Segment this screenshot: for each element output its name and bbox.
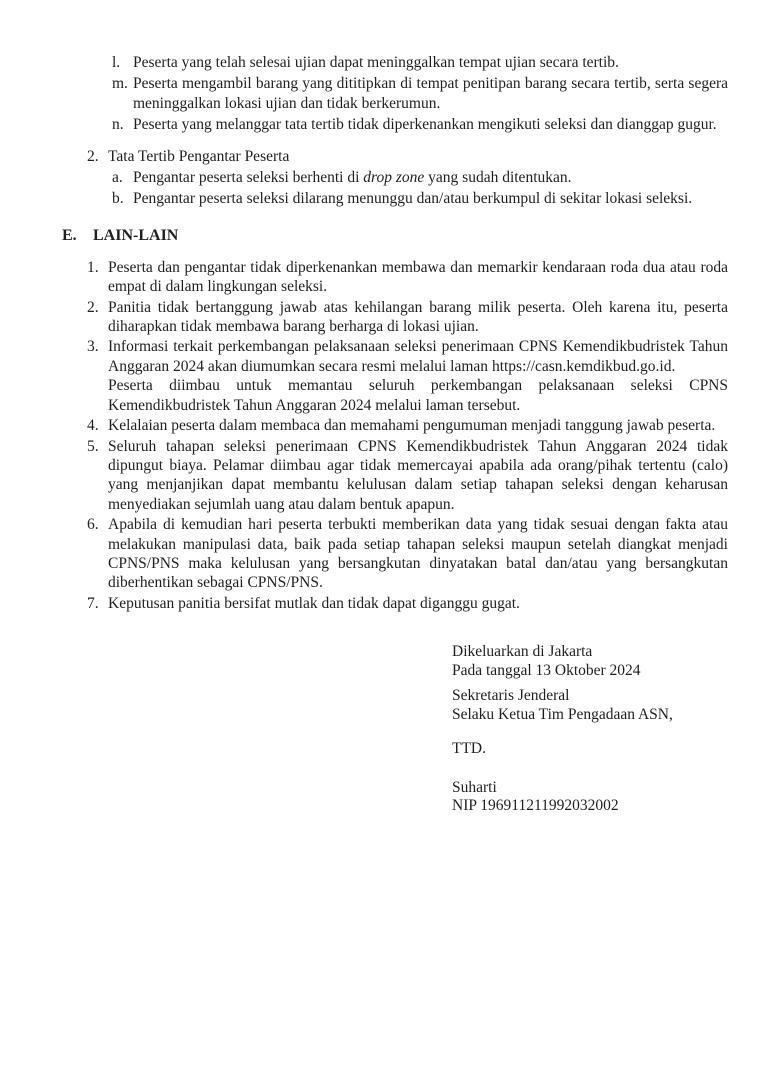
list-item-marker: n. — [112, 116, 124, 134]
list-item-marker: 7. — [87, 594, 99, 612]
list-item-marker: 1. — [87, 258, 99, 276]
list-item-text: Kelalaian peserta dalam membaca dan memahami pengumuman menjadi tanggung jawab peserta. — [108, 417, 716, 435]
signature-place: Dikeluarkan di Jakarta — [452, 643, 593, 661]
list-item — [87, 298, 728, 337]
list-item-marker: b. — [112, 190, 124, 208]
list-item-text: Pengantar peserta seleksi dilarang menunggu dan/atau berkumpul di sekitar lokasi seleksi. — [133, 190, 693, 208]
list-item-text-post: yang sudah ditentukan. — [424, 169, 572, 187]
list-item-marker: 6. — [87, 516, 99, 534]
drop-zone-italic: drop zone — [363, 169, 425, 187]
list-item-text: Keputusan panitia bersifat mutlak dan tidak dapat diganggu gugat. — [108, 594, 520, 612]
signature-title1: Sekretaris Jenderal — [452, 687, 570, 705]
list-item — [87, 437, 728, 515]
list-item-text: Seluruh tahapan seleksi penerimaan CPNS Kemendikbudristek Tahun Anggaran 2024 tidak dipungut biaya. Pelamar diimbau agar tidak memercayai apabila ada orang/pihak tertentu (calo) yang menjanjikan dapat membantu kelulusan dalam setiap tahapan seleksi dengan keharusan menyediakan sejumlah uang atau dalam bentuk apapun. — [108, 437, 728, 513]
tata-tertib-peserta-list — [112, 53, 728, 135]
tata-tertib-pengantar-list — [112, 168, 728, 209]
section2-title: Tata Tertib Pengantar Peserta — [108, 147, 290, 165]
list-item-text: Panitia tidak bertanggung jawab atas kehilangan barang milik peserta. Oleh karena itu, peserta diharapkan tidak membawa barang berharga di lokasi ujian. — [108, 298, 728, 336]
list-item-marker: m. — [112, 75, 128, 93]
list-item — [87, 258, 728, 297]
list-item — [112, 168, 728, 187]
list-item-text-pre: Pengantar peserta seleksi berhenti di — [133, 169, 364, 187]
signature-ttd: TTD. — [452, 740, 487, 758]
list-item-marker: a. — [112, 169, 123, 187]
signature-block — [452, 643, 768, 816]
signature-titles — [452, 687, 768, 724]
list-item-marker: 3. — [87, 338, 99, 356]
signature-name-nip — [452, 779, 768, 816]
list-item-marker: 2. — [87, 298, 99, 316]
item3-text: Informasi terkait perkembangan pelaksanaan seleksi penerimaan CPNS Kemendikbudristek Tahun Anggaran 2024 akan diumumkan secara resmi melalui laman — [108, 338, 728, 375]
section-e-marker: E. — [62, 226, 77, 244]
signature-title2: Selaku Ketua Tim Pengadaan ASN, — [452, 705, 673, 723]
list-item-marker: 5. — [87, 437, 99, 455]
casn-url-text: https://casn.kemdikbud.go.id. — [491, 357, 676, 375]
section2-title-row — [87, 147, 728, 166]
list-item — [87, 337, 728, 415]
list-item-text: Peserta dan pengantar tidak diperkenankan membawa dan memarkir kendaraan roda dua atau roda empat di dalam lingkungan seleksi. — [108, 258, 728, 296]
list-item — [112, 53, 728, 72]
list-item-text: Peserta yang telah selesai ujian dapat meninggalkan tempat ujian secara tertib. — [133, 54, 619, 71]
list-item-marker: 4. — [87, 417, 99, 435]
section-e-title: LAIN-LAIN — [93, 226, 179, 244]
signature-nip: NIP 196911211992032002 — [452, 797, 619, 815]
list-item — [112, 189, 728, 208]
item3-paragraph2: Peserta diimbau untuk memantau seluruh perkembangan pelaksanaan seleksi CPNS Kemendikbudristek Tahun Anggaran 2024 melalui laman tersebut. — [108, 377, 728, 414]
signature-name: Suharti — [452, 778, 497, 796]
list-item-text: Apabila di kemudian hari peserta terbukti memberikan data yang tidak sesuai dengan fakta atau melakukan manipulasi data, baik pada setiap tahapan seleksi maupun setelah diangkat menjadi CPNS/PNS maka kelulusan yang bersangkutan dinyatakan batal dan/atau yang bersangkutan diberhentikan sebagai CPNS/PNS. — [108, 516, 728, 592]
signature-place-date — [452, 643, 768, 680]
signature-date: Pada tanggal 13 Oktober 2024 — [452, 661, 641, 679]
list-item-text: Peserta yang melanggar tata tertib tidak diperkenankan mengikuti seleksi dan dianggap gugur. — [133, 116, 717, 134]
list-item — [87, 416, 728, 435]
list-item-text: Peserta mengambil barang yang dititipkan di tempat penitipan barang secara tertib, serta segera meninggalkan lokasi ujian dan tidak berkerumun. — [133, 75, 728, 112]
list-item — [87, 515, 728, 593]
list-item — [112, 74, 728, 113]
list-item-marker: l. — [112, 54, 121, 71]
list-item — [112, 115, 728, 134]
section-e-heading — [62, 226, 768, 246]
list-item-text — [133, 168, 728, 187]
section2-marker: 2. — [87, 147, 99, 165]
list-item-text — [108, 337, 728, 415]
item3-paragraph1 — [108, 337, 728, 376]
list-item — [87, 594, 728, 613]
lain-lain-list — [87, 258, 728, 613]
